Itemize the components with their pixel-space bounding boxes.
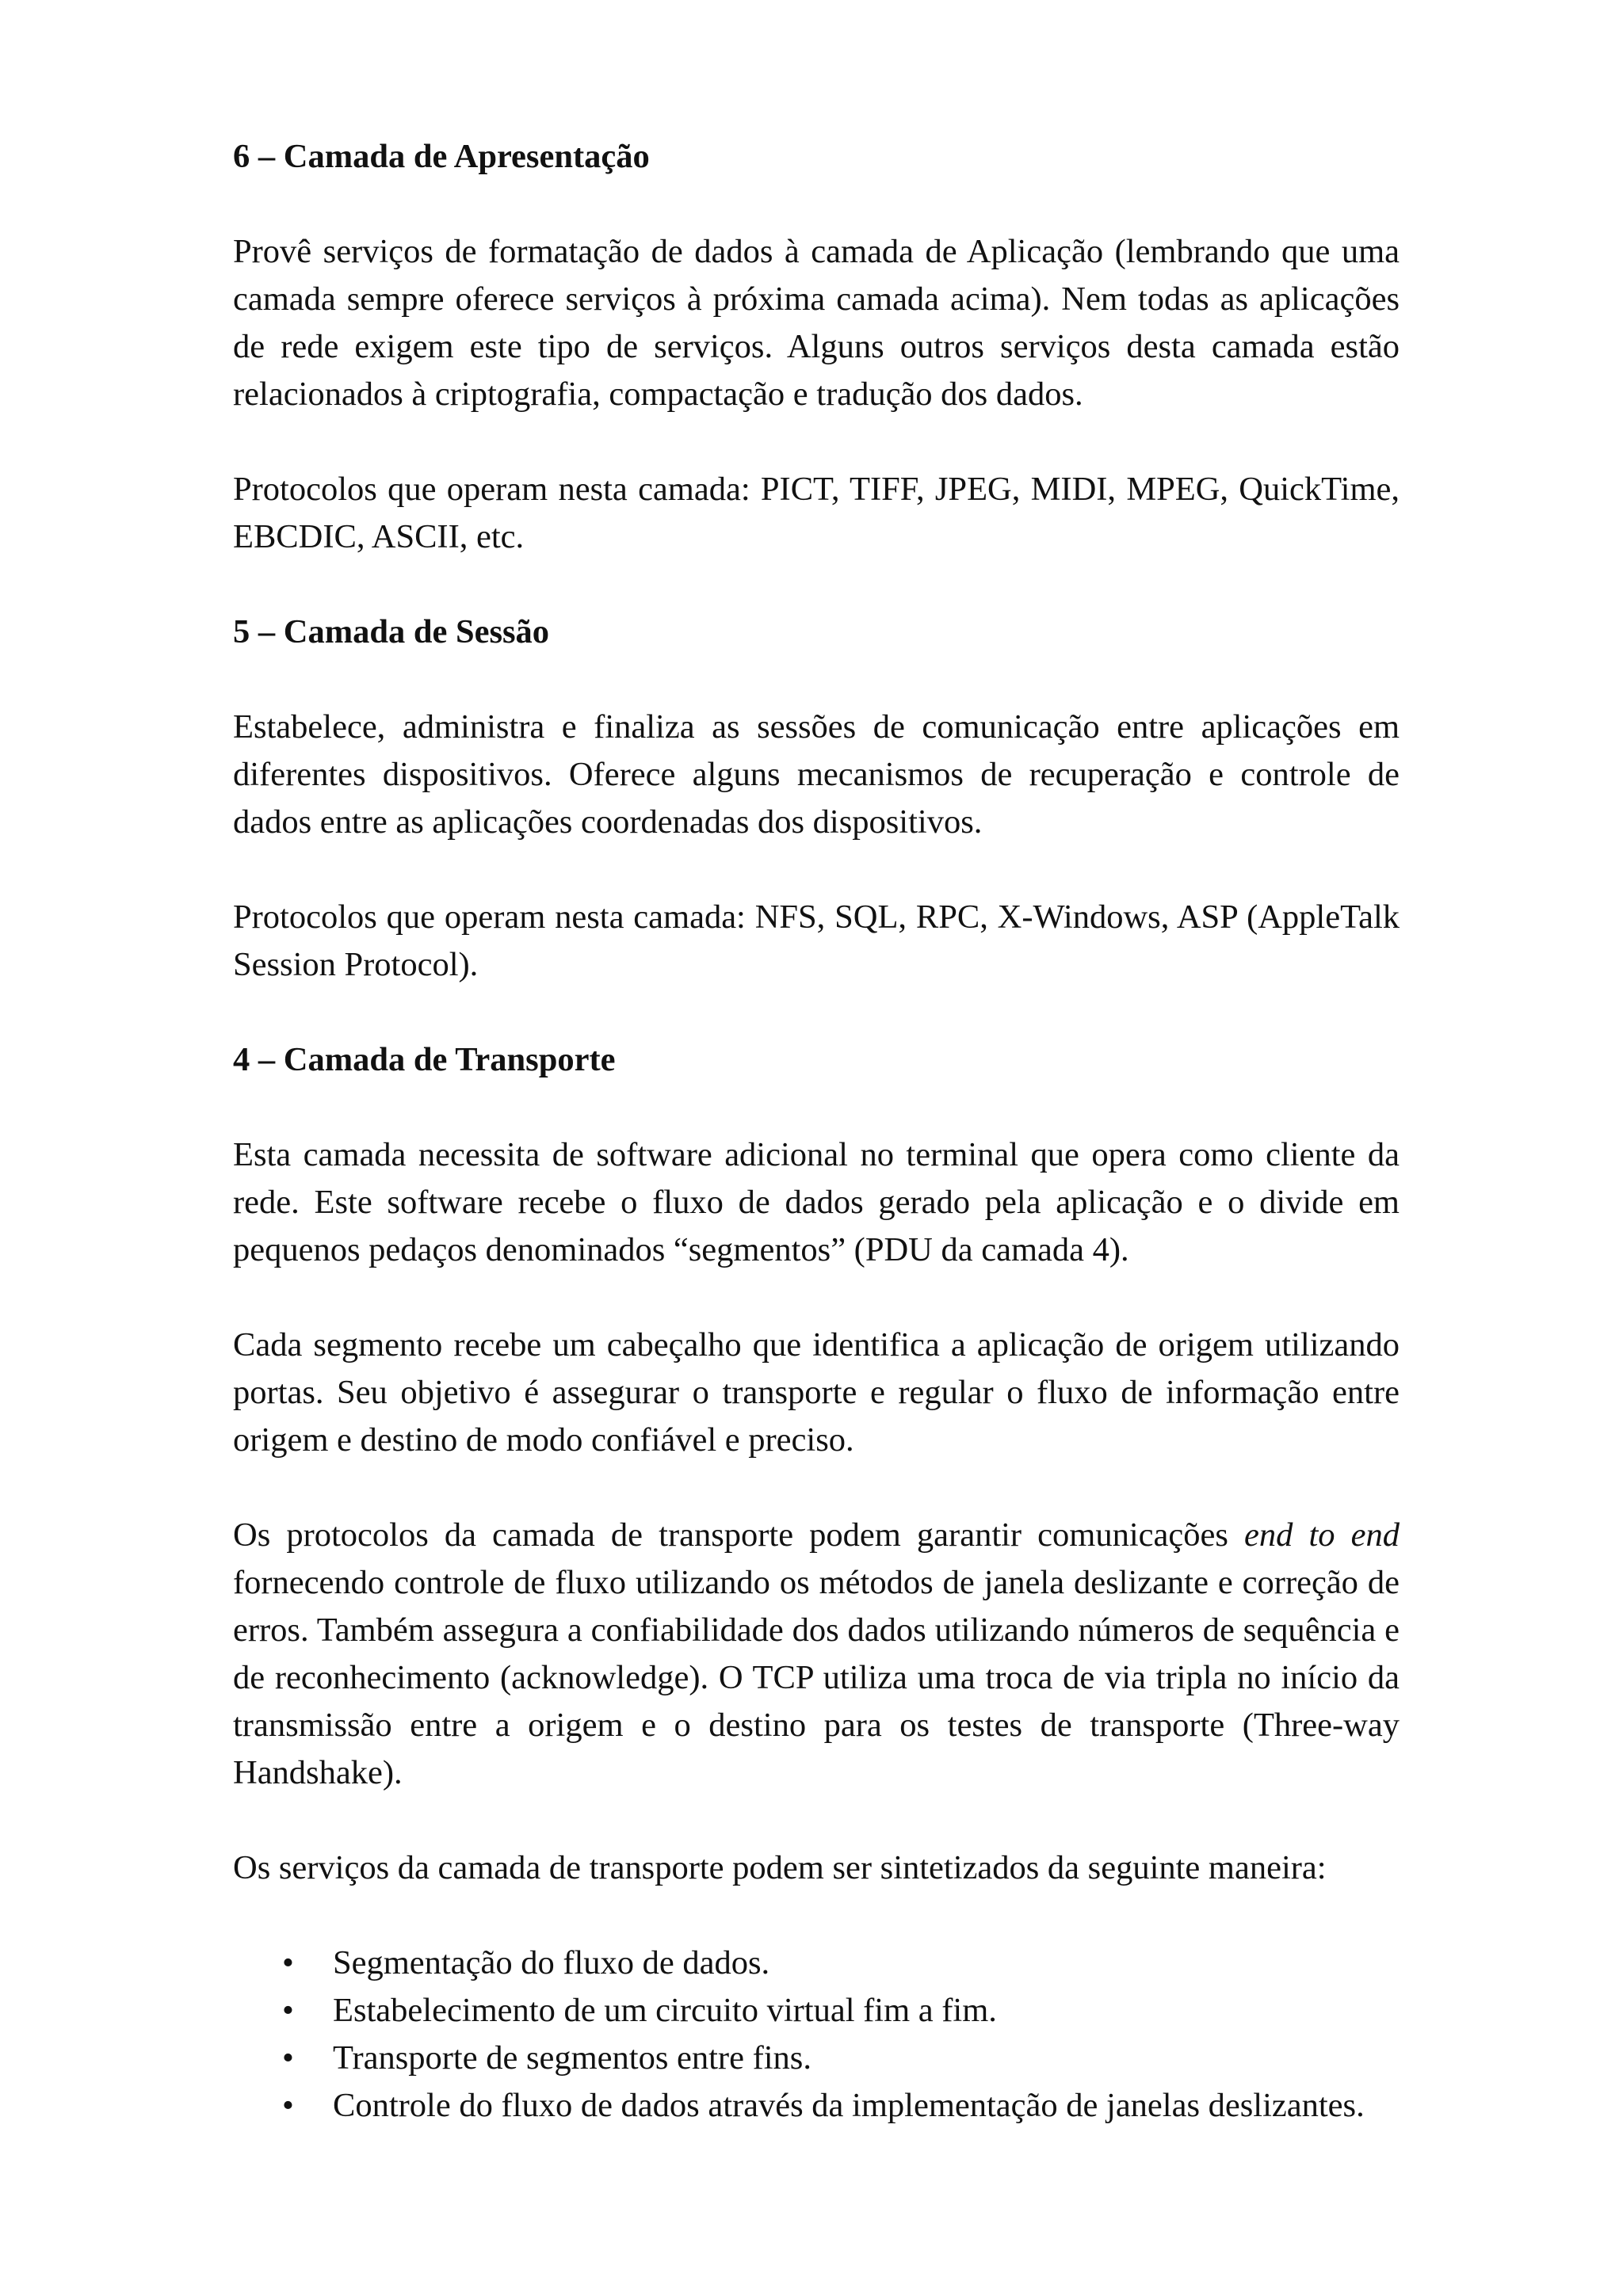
bullet-icon: • — [282, 1992, 294, 2029]
bullet-icon: • — [282, 2039, 294, 2077]
section-heading-session: 5 – Camada de Sessão — [233, 613, 550, 650]
list-item-text: Transporte de segmentos entre fins. — [333, 2039, 812, 2077]
transport-paragraph-1: Esta camada necessita de software adicional no terminal que opera como cliente da rede. Este software recebe o fluxo de dados gerado pela aplicação e o divide em pequenos pedaços denominados “segmentos” (PDU da camada 4). — [233, 1136, 1400, 1268]
section-heading-transport: 4 – Camada de Transporte — [233, 1041, 616, 1078]
transport-services-list — [233, 1939, 1400, 2130]
bullet-icon: • — [282, 1944, 294, 1981]
list-item — [233, 1987, 1400, 2035]
list-item-text: Controle do fluxo de dados através da implementação de janelas deslizantes. — [333, 2087, 1365, 2124]
bullet-icon: • — [282, 2087, 294, 2124]
list-item-text: Segmentação do fluxo de dados. — [333, 1944, 770, 1981]
list-item — [233, 2082, 1400, 2130]
session-paragraph-2: Protocolos que operam nesta camada: NFS, SQL, RPC, X-Windows, ASP (AppleTalk Session Protocol). — [233, 898, 1400, 983]
list-item — [233, 1939, 1400, 1987]
session-paragraph-1: Estabelece, administra e finaliza as sessões de comunicação entre aplicações em diferentes dispositivos. Oferece alguns mecanismos de recuperação e controle de dados entre as aplicações coordenadas dos dispositivos. — [233, 708, 1400, 841]
transport-paragraph-3-part-2: fornecendo controle de fluxo utilizando os métodos de janela deslizante e correção de erros. Também assegura a confiabilidade dos dados utilizando números de sequência e de reconhecimento (acknowledge). O TCP utiliza uma troca de via tripla no início da transmissão entre a origem e o destino para os testes de transporte (Three-way Handshake). — [233, 1564, 1400, 1791]
transport-paragraph-2: Cada segmento recebe um cabeçalho que identifica a aplicação de origem utilizando portas. Seu objetivo é assegurar o transporte e regular o fluxo de informação entre origem e destino de modo confiável e preciso. — [233, 1326, 1400, 1459]
document-page — [233, 133, 1400, 2130]
transport-paragraph-3 — [233, 1512, 1400, 1797]
list-item — [233, 2035, 1400, 2082]
list-item-text: Estabelecimento de um circuito virtual fim a fim. — [333, 1992, 997, 2029]
end-to-end-term: end to end — [1244, 1516, 1400, 1554]
transport-list-intro: Os serviços da camada de transporte podem ser sintetizados da seguinte maneira: — [233, 1849, 1327, 1886]
section-heading-presentation: 6 – Camada de Apresentação — [233, 138, 650, 175]
transport-paragraph-3-part-1: Os protocolos da camada de transporte podem garantir comunicações — [233, 1516, 1245, 1554]
presentation-paragraph-1: Provê serviços de formatação de dados à camada de Aplicação (lembrando que uma camada sempre oferece serviços à próxima camada acima). Nem todas as aplicações de rede exigem este tipo de serviços. Alguns outros serviços desta camada estão relacionados à criptografia, compactação e tradução dos dados. — [233, 233, 1400, 413]
presentation-paragraph-2: Protocolos que operam nesta camada: PICT, TIFF, JPEG, MIDI, MPEG, QuickTime, EBCDIC, ASCII, etc. — [233, 471, 1400, 555]
